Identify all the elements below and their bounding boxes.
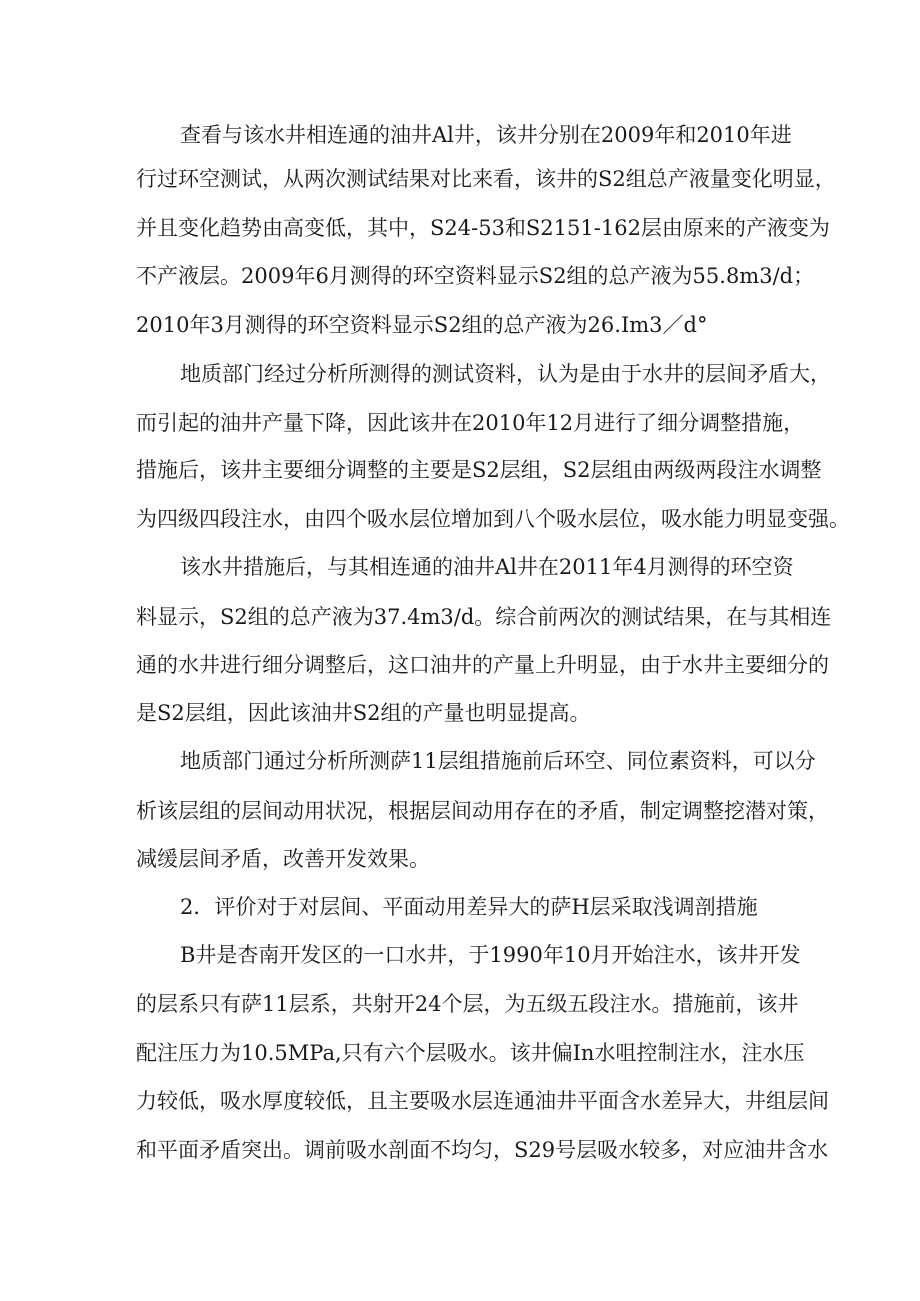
text-line-21: 力较低，吸水厚度较低，且主要吸水层连通油井平面含水差异大，井组层间 [136,1089,829,1113]
text-line-10: 该水井措施后，与其相连通的油井Al井在2011年4月测得的环空资 [180,555,794,579]
text-line-6: 地质部门经过分析所测得的测试资料，认为是由于水井的层间矛盾大， [180,362,831,386]
text-line-19: 的层系只有萨11层系，共射开24个层，为五级五段注水。措施前，该井 [136,992,799,1016]
text-line-12: 通的水井进行细分调整后，这口油井的产量上升明显，由于水井主要细分的 [136,653,829,677]
text-line-3: 并且变化趋势由高变低，其中，S24-53和S2151-162层由原来的产液变为 [136,216,830,240]
text-line-15: 析该层组的层间动用状况，根据层间动用存在的矛盾，制定调整挖潜对策， [136,799,829,823]
text-line-5: 2010年3月测得的环空资料显示S2组的总产液为26.Im3／d° [136,313,708,337]
text-line-9: 为四级四段注水，由四个吸水层位增加到八个吸水层位，吸水能力明显变强。 [136,507,850,531]
text-line-4: 不产液层。2009年6月测得的环空资料显示S2组的总产液为55.8m3/d； [136,264,815,288]
text-line-13: 是S2层组，因此该油井S2组的产量也明显提高。 [136,701,591,725]
section-heading: 2．评价对于对层间、平面动用差异大的萨H层采取浅调剖措施 [180,895,758,919]
text-line-14: 地质部门通过分析所测萨11层组措施前后环空、同位素资料，可以分 [180,749,816,773]
text-line-16: 减缓层间矛盾，改善开发效果。 [136,847,430,871]
text-line-20: 配注压力为10.5MPa,只有六个层吸水。该井偏In水咀控制注水，注水压 [136,1041,805,1065]
text-line-1: 查看与该水井相连通的油井Al井，该井分别在2009年和2010年进 [180,123,792,147]
text-line-11: 料显示，S2组的总产液为37.4m3/d。综合前两次的测试结果，在与其相连 [136,605,832,629]
text-line-8: 措施后，该井主要细分调整的主要是S2层组，S2层组由两级两段注水调整 [136,458,822,482]
text-line-7: 而引起的油井产量下降，因此该井在2010年12月进行了细分调整措施， [136,411,805,435]
text-line-18: B井是杏南开发区的一口水井，于1990年10月开始注水，该井开发 [180,943,801,967]
text-line-2: 行过环空测试，从两次测试结果对比来看，该井的S2组总产液量变化明显， [136,167,836,191]
text-line-22: 和平面矛盾突出。调前吸水剖面不均匀，S29号层吸水较多，对应油井含水 [136,1138,829,1162]
